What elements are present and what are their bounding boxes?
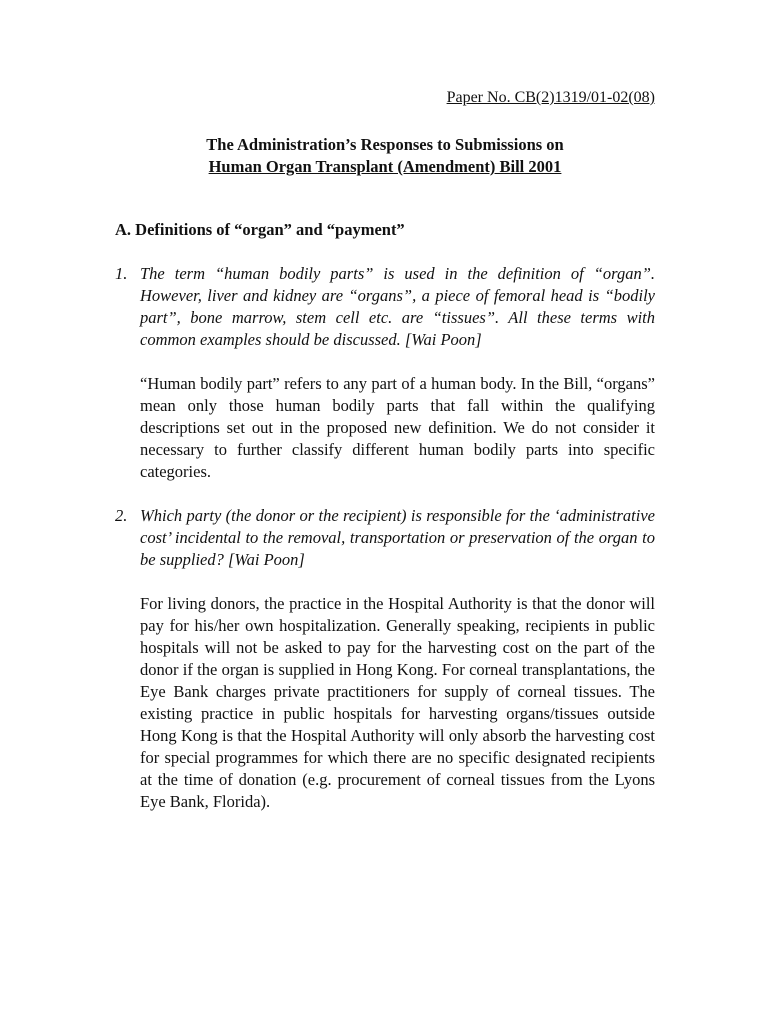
- list-item: [115, 263, 655, 483]
- item-question: Which party (the donor or the recipient) is responsible for the ‘administrative cost’ incidental to the removal, transportation or preservation of the organ to be supplied? [Wai Poon]: [140, 506, 655, 569]
- section-heading-a: A. Definitions of “organ” and “payment”: [115, 220, 405, 239]
- title-line-2: Human Organ Transplant (Amendment) Bill 2001: [208, 157, 562, 176]
- item-answer: For living donors, the practice in the Hospital Authority is that the donor will pay for his/her own hospitalization. Generally speaking, recipients in public hospitals will not be asked to pay for the harvesting cost on the part of the donor if the organ is supplied in Hong Kong. For corneal transplantations, the Eye Bank charges private practitioners for supply of corneal tissues. The existing practice in public hospitals for harvesting organs/tissues outside Hong Kong is that the Hospital Authority will only absorb the harvesting cost for special programmes for which there are no specific designated recipients at the time of donation (e.g. procurement of corneal tissues from the Lyons Eye Bank, Florida).: [140, 594, 655, 811]
- list-item: [115, 505, 655, 813]
- document-title: [0, 134, 770, 178]
- item-answer: “Human bodily part” refers to any part of a human body. In the Bill, “organs” mean only those human bodily parts that fall within the qualifying descriptions set out in the proposed new definition. We do not consider it necessary to further classify different human bodily parts into specific categories.: [140, 374, 655, 481]
- item-question: The term “human bodily parts” is used in the definition of “organ”. However, liver and kidney are “organs”, a piece of femoral head is “bodily part”, bone marrow, stem cell etc. are “tissues”. All these terms with common examples should be discussed. [Wai Poon]: [140, 264, 655, 349]
- paper-number: Paper No. CB(2)1319/01-02(08): [446, 89, 655, 106]
- item-number: 2.: [115, 506, 128, 525]
- title-line-1: The Administration’s Responses to Submissions on: [206, 135, 564, 154]
- item-number: 1.: [115, 264, 128, 283]
